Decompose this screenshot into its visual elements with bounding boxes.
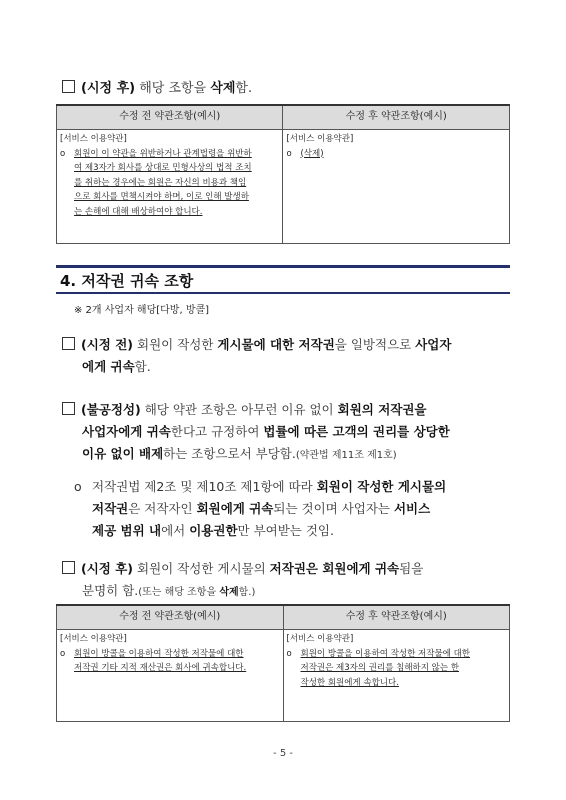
table-header-after: 수정 후 약관조항(예시) bbox=[283, 605, 510, 630]
terms-comparison-table-2 bbox=[56, 604, 510, 722]
unfairness-paragraph: (불공정성) 해당 약관 조항은 아무런 이유 없이 회원의 저작권을 사업자에게 귀속한다고 규정하여 법률에 따른 고객의 권리를 상당한 이유 없이 배제하는 조항으로서 부당함.(약관법 제11조 제1호) bbox=[62, 399, 522, 467]
section-title: 4. 저작권 귀속 조항 bbox=[60, 272, 194, 290]
after-correction-paragraph: (시정 후) 해당 조항을 삭제함. bbox=[62, 78, 252, 100]
section-note: ※ 2개 사업자 해당[다방, 방콜] bbox=[74, 305, 210, 316]
copyright-law-paragraph: o 저작권법 제2조 및 제10조 제1항에 따라 회원이 작성한 게시물의 저작권은 저작자인 회원에게 귀속되는 것이며 사업자는 서비스 제공 범위 내에서 이용권한만 부여받는 것임. bbox=[74, 479, 447, 538]
table-header-after: 수정 후 약관조항(예시) bbox=[283, 105, 510, 130]
checkbox-square-icon bbox=[62, 337, 75, 350]
checkbox-square-icon bbox=[62, 561, 75, 574]
before-clause-cell: [서비스 이용약관] o 회원이 이 약관을 위반하거나 관계법령을 위반하 여 제3자가 회사를 상대로 민형사상의 법적 조치 를 취하는 경우에는 회원은 자신의 비용과 책임 으로 회사를 면책시켜야 하며, 이로 인해 발생하 는 손해에 대해 배상하여야 합니다. bbox=[57, 130, 283, 244]
before-clause-cell: [서비스 이용약관] o 회원이 방콜을 이용하여 작성한 저작물에 대한 저작권 기타 지적 재산권은 회사에 귀속합니다. bbox=[57, 630, 284, 722]
table-header-before: 수정 전 약관조항(예시) bbox=[57, 605, 284, 630]
page-number: - 5 - bbox=[273, 748, 293, 759]
terms-comparison-table-1 bbox=[56, 104, 510, 244]
checkbox-square-icon bbox=[62, 80, 75, 93]
table-header-before: 수정 전 약관조항(예시) bbox=[57, 105, 283, 130]
after-clause-cell: [서비스 이용약관] o 회원이 방콜을 이용하여 작성한 저작물에 대한 저작권은 제3자의 권리를 침해하지 않는 한 작성한 회원에게 속합니다. bbox=[283, 630, 510, 722]
before-correction-paragraph: (시정 전) 회원이 작성한 게시물에 대한 저작권을 일방적으로 사업자 에게 귀속함. bbox=[62, 334, 517, 378]
after-clause-cell: [서비스 이용약관] o (삭제) bbox=[283, 130, 510, 244]
checkbox-square-icon bbox=[62, 402, 75, 415]
section-top-rule bbox=[56, 265, 510, 268]
section-bottom-rule bbox=[56, 292, 510, 294]
after-correction-paragraph-2: (시정 후) 회원이 작성한 게시물의 저작권은 회원에게 귀속됨을 분명히 함.(또는 해당 조항을 삭제함.) bbox=[62, 558, 522, 604]
